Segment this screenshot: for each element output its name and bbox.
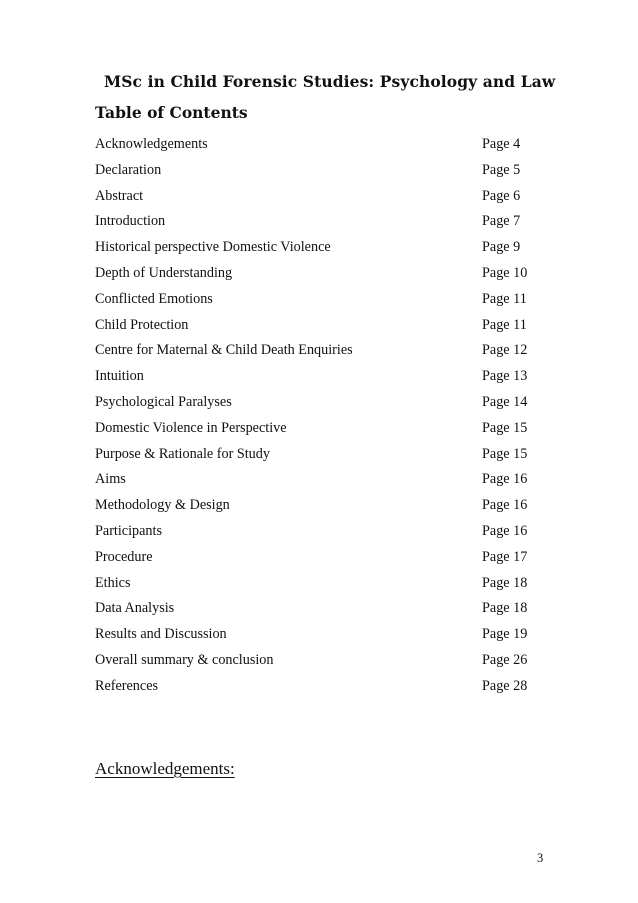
toc-entry-page: Page 6 [482,187,521,204]
toc-entry-page: Page 19 [482,626,528,643]
toc-row [95,263,545,289]
toc-entry-page: Page 5 [482,161,521,178]
toc-entry-title: Abstract [95,187,144,204]
toc-row [95,573,545,599]
toc-entry-page: Page 11 [482,290,527,307]
toc-entry-page: Page 16 [482,497,528,514]
toc-entry-page: Page 14 [482,393,528,410]
toc-row [95,444,545,470]
toc-row [95,366,545,392]
toc-entry-title: Centre for Maternal & Child Death Enquiries [95,342,353,359]
toc-entry-page: Page 26 [482,651,528,668]
toc-entry-page: Page 4 [482,136,521,152]
toc-entry-title: Psychological Paralyses [95,393,232,410]
toc-row [95,469,545,495]
toc-entry-page: Page 18 [482,574,528,591]
table-of-contents [95,134,545,702]
toc-entry-title: Depth of Understanding [95,264,233,281]
toc-entry-title: Methodology & Design [95,497,230,514]
toc-row [95,521,545,547]
toc-row [95,495,545,521]
toc-entry-title: Conflicted Emotions [95,290,213,307]
toc-row [95,186,545,212]
toc-entry-title: Purpose & Rationale for Study [95,445,270,462]
toc-entry-page: Page 7 [482,213,521,230]
toc-row [95,315,545,341]
toc-entry-title: Data Analysis [95,600,175,617]
toc-entry-title: Results and Discussion [95,626,227,643]
toc-entry-page: Page 15 [482,445,528,462]
toc-entry-title: Child Protection [95,316,189,333]
toc-heading: Table of Contents [95,103,248,122]
toc-row [95,598,545,624]
toc-entry-page: Page 16 [482,471,528,488]
toc-row [95,134,545,160]
toc-row [95,547,545,573]
toc-row [95,418,545,444]
toc-entry-title: Overall summary & conclusion [95,651,274,668]
toc-entry-page: Page 17 [482,548,528,565]
toc-entry-title: Declaration [95,161,162,178]
toc-row [95,392,545,418]
toc-row [95,211,545,237]
toc-row [95,624,545,650]
toc-entry-page: Page 16 [482,522,528,539]
toc-row [95,237,545,263]
toc-entry-title: Acknowledgements [95,136,208,152]
toc-entry-page: Page 28 [482,677,528,694]
page-number: 3 [537,851,544,865]
toc-row [95,650,545,676]
toc-entry-title: Introduction [95,213,166,230]
toc-entry-page: Page 9 [482,239,521,256]
toc-entry-title: Ethics [95,574,131,591]
toc-entry-page: Page 13 [482,368,528,385]
toc-entry-page: Page 18 [482,600,528,617]
toc-row [95,676,545,702]
toc-entry-title: References [95,677,159,694]
toc-entry-title: Aims [95,471,126,488]
toc-entry-page: Page 12 [482,342,528,359]
toc-entry-page: Page 10 [482,264,528,281]
document-title: MSc in Child Forensic Studies: Psychology and Law [104,72,556,91]
toc-row [95,289,545,315]
toc-entry-title: Intuition [95,368,144,385]
toc-entry-title: Domestic Violence in Perspective [95,419,287,436]
toc-entry-page: Page 15 [482,419,528,436]
toc-entry-page: Page 11 [482,316,527,333]
toc-entry-title: Historical perspective Domestic Violence [95,239,331,256]
toc-entry-title: Participants [95,522,162,539]
toc-row [95,340,545,366]
toc-row [95,160,545,186]
acknowledgements-heading: Acknowledgements: [95,759,235,778]
toc-entry-title: Procedure [95,548,153,565]
